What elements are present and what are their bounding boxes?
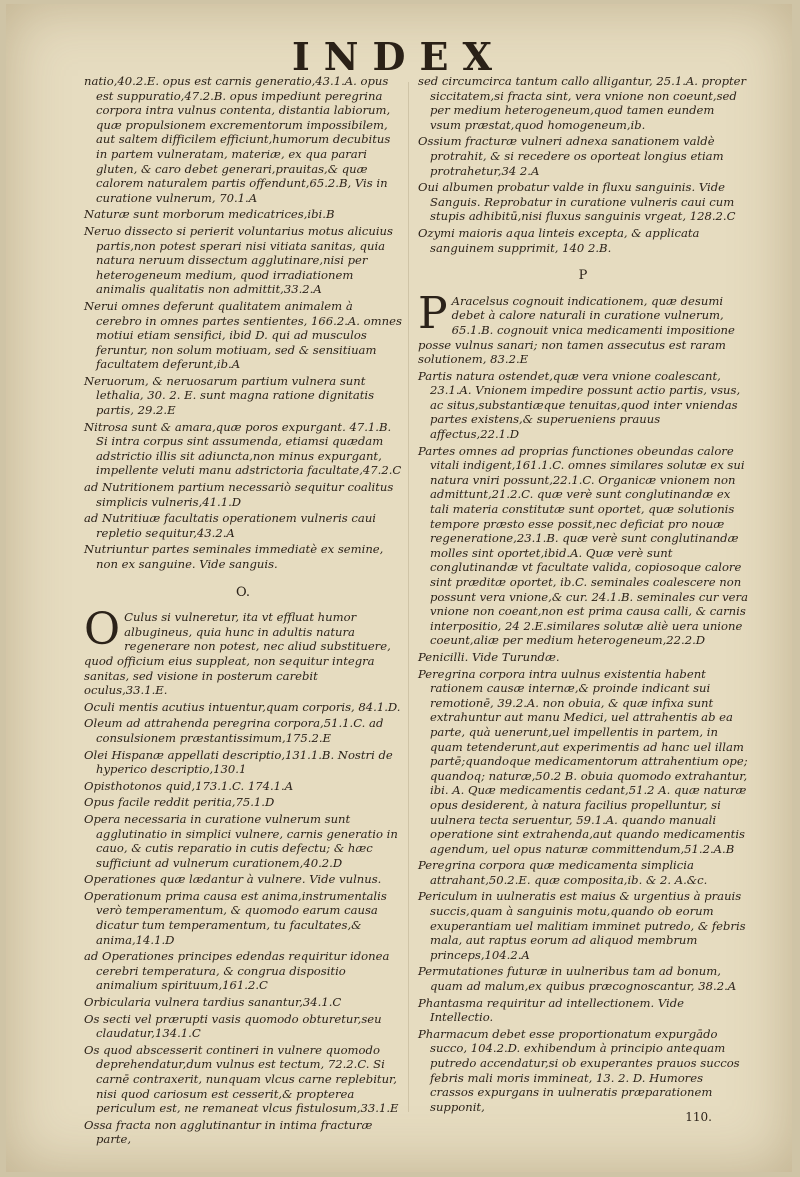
index-entry: Olei Hispanæ appellati descriptio,131.1.B. Nostri de hyperico descriptio,130.1: [84, 747, 393, 777]
index-entry: Neruo dissecto si perierit voluntarius motus alicuius partis,non potest sperari nisi vitiata sanitas, quia natura neruum dissectum agglutinare,nisi per heterogeneum medium, quod irradiationem animalis qualitatis non admittit,33.2.A: [84, 223, 393, 297]
entry-paracelsus: [418, 287, 748, 367]
entry-text: Aracelsus cognouit indicationem, quæ desumi debet à calore naturali in curatione vulnerum, 65.1.B. cognouit vnica medicamenti impositione posse vulnus sanari; non tamen assecutus est raram solutionem, 83.2.E: [418, 293, 735, 367]
index-entry: Nerui omnes deferunt qualitatem animalem à cerebro in omnes partes sentientes, 166.2.A. omnes motiui etiam sensifici, ibid D. qui ad musculos feruntur, non solum motiuam, sed & sensitiuam facultatem deferunt,ib.A: [84, 298, 402, 372]
page-title: INDEX: [292, 34, 506, 79]
index-page: [6, 4, 792, 1172]
section-letter-o: O.: [235, 584, 251, 600]
index-entry: Oui albumen probatur valde in fluxu sanguinis. Vide Sanguis. Reprobatur in curatione vulneris caui cum stupis adhibitū,nisi fluxus sanguinis vrgeat, 128.2.C: [418, 180, 736, 224]
index-entry: Os quod abscesserit contineri in vulnere quomodo deprehendatur,dum vulnus est tectum, 72.2.C. Si carnē contraxerit, nunquam vlcus carne replebitur, nisi quod cariosum est cesserit,& propterea periculum est, ne remaneat vlcus fistulosum,33.1.E: [84, 1042, 399, 1116]
index-entry: natio,40.2.E. opus est carnis generatio,43.1.A. opus est suppuratio,47.2.B. opus impediunt peregrina corpora intra vulnus contenta, distantia labiorum, quæ propulsionem excrementorum impossibilem, aut saltem difficilem efficiunt,humorum decubitus in partem vulneratam, materiæ, ex qua parari gluten, & caro debet generari,prauitas,& quæ calorem naturalem partis offendunt,65.2.B, Vis in curatione vulnerum, 70.1.A: [84, 74, 391, 205]
right-entries-o: [418, 74, 748, 255]
left-column: [84, 74, 402, 1149]
dropcap-p: P: [418, 287, 448, 339]
left-entries-o: [84, 700, 402, 1147]
index-entry: Naturæ sunt morborum medicatrices,ibi.B: [84, 207, 335, 222]
dropcap-o: O: [84, 604, 121, 656]
index-entry: Operationum prima causa est anima,instrumentalis verò temperamentum, & quomodo earum causa dicatur tum temperamentum, tu facultates,& anima,14.1.D: [84, 888, 387, 947]
entry-oculus: [84, 604, 402, 698]
entry-text: Culus si vulneretur, ita vt effluat humor albugineus, quia hunc in adultis natura regenerare non potest, nec aliud substituere, quod officium eius suppleat, non sequitur integra sanitas, sed visione in posterum carebit oculus,33.1.E.: [84, 610, 391, 698]
index-entry: ad Operationes principes edendas requiritur idonea cerebri temperatura, & congrua dispositio animalium spirituum,161.2.C: [84, 949, 390, 993]
index-entry: Orbicularia vulnera tardius sanantur,34.1.C: [84, 995, 342, 1010]
index-entry: Permutationes futuræ in uulneribus tam ad bonum, quam ad malum,ex quibus præcognoscantur, 38.2.A: [418, 964, 737, 994]
index-entry: ad Nutritionem partium necessariò sequitur coalitus simplicis vulneris,41.1.D: [84, 480, 394, 509]
index-entry: Opus facile reddit peritia,75.1.D: [84, 795, 275, 810]
index-entry: Nitrosa sunt & amara,quæ poros expurgant. 47.1.B. Si intra corpus sint assumenda, etiamsi quædam adstrictio illis sit adiuncta,non minus expurgant, impellente veluti manu adstrictoria facultate,47.2.C: [84, 419, 402, 478]
index-entry: ad Nutritiuæ facultatis operationem vulneris caui repletio sequitur,43.2.A: [84, 511, 376, 540]
index-entry: Periculum in uulneratis est maius & urgentius à prauis succis,quam à sanguinis motu,quando ob eorum exuperantiam uel malitiam imminet putredo, & febris mala, aut raptus eorum ad aliquod membrum princeps,104.2.A: [418, 889, 746, 962]
index-entry: Partes omnes ad proprias functiones obeundas calore vitali indigent,161.1.C. omnes similares solutæ ex sui natura vniri possunt,22.1.C. Organicæ vnionem non admittunt,21.2.C. quæ verè sunt conglutinandæ ex tali materia constitutæ sunt oportet, quæ solutionis tempore præsto esse possit,nec deficiat pro nouæ regeneratione,23.1.B. quæ verè sunt conglutinandæ molles sint oportet,ibid.A. Quæ verè sunt conglutinandæ vt facultate valida, copiosoque calore sint præditæ oportet, ib.C. seminales coalescere non possunt vera vnione,& cur. 24.1.B. seminales cur vera vnione non coeant,non est prima causa calli, & carnis interpositio, 24 2.E.similares solutæ aliè uera unione coeunt,aliæ per medium heterogeneum,22.2.D: [418, 443, 748, 648]
index-entry: Nutriuntur partes seminales immediatè ex semine, non ex sanguine. Vide sanguis.: [84, 542, 384, 571]
section-letter-p: P: [578, 268, 588, 284]
index-entry: Os secti vel prærupti vasis quomodo obturetur,seu claudatur,134.1.C: [84, 1011, 382, 1041]
index-entry: Oculi mentis acutius intuentur,quam corporis, 84.1.D.: [84, 699, 401, 714]
index-entry: Peregrina corpora quæ medicamenta simplicia attrahant,50.2.E. quæ composita,ib. & 2. A.&c.: [418, 858, 708, 887]
index-entry: Partis natura ostendet,quæ vera vnione coalescant, 23.1.A. Vnionem impedire possunt actio partis, vsus, ac situs,substantiæque tenuitas,quod inter vniendas partes existens,& superueniens prauus affectus,22.1.D: [418, 368, 741, 442]
column-gutter: [408, 82, 409, 1112]
right-entries-p: [418, 369, 748, 1115]
index-entry: Opera necessaria in curatione vulnerum sunt agglutinatio in simplici vulnere, carnis generatio in cauo, & cutis reparatio in cutis defectu; & hæc sufficiunt ad vulnerum curationem,40.2.D: [84, 811, 398, 870]
page-number: 110.: [685, 1110, 712, 1124]
left-entries-n: [84, 74, 402, 572]
index-entry: Ossa fracta non agglutinantur in intima fracturæ parte,: [84, 1117, 373, 1147]
index-entry: Opisthotonos quid,173.1.C. 174.1.A: [84, 778, 294, 793]
right-column: [418, 74, 748, 1116]
index-entry: Penicilli. Vide Turundæ.: [418, 649, 560, 664]
index-entry: Peregrina corpora intra uulnus existentia habent rationem causæ internæ,& proinde indicant sui remotionē, 39.2.A. non obuia, & quæ infixa sunt extrahuntur aut manu Medici, uel attrahentis ab ea parte, quà uenerunt,uel impellentis in partem, in quam tetenderunt,aut experimentis ad hanc uel illam partē;quandoque medicamentorum attrahentium ope; quandoq; naturæ,50.2 B. obuia quomodo extrahantur, ibi. A. Quæ medicamentis cedant,51.2 A. quæ naturæ opus desiderent, à natura facilius propelluntur, si uulnera tecta seruentur, 59.1.A. quando manuali operatione sint extrahenda,aut quando medicamentis agendum, uel opus naturæ committendum,51.2.A.B: [418, 666, 748, 856]
index-entry: Oleum ad attrahenda peregrina corpora,51.1.C. ad consulsionem præstantissimum,175.2.E: [84, 716, 384, 745]
index-entry: Phantasma requiritur ad intellectionem. Vide Intellectio.: [418, 995, 685, 1025]
index-entry: Ossium fracturæ vulneri adnexa sanationem valdè protrahit, & si recedere os oporteat longius etiam protrahetur,34 2.A: [418, 134, 724, 178]
index-entry: Ozymi maioris aqua linteis excepta, & applicata sanguinem supprimit, 140 2.B.: [418, 225, 700, 255]
index-entry: Pharmacum debet esse proportionatum expurgādo succo, 104.2.D. exhibendum à principio antequam putredo accendatur,si ob exuperantes prauos succos febris mali moris immineat, 13. 2. D. Humores crassos expurgans in uulneratis præparationem supponit,: [418, 1026, 740, 1114]
index-entry: Neruorum, & neruosarum partium vulnera sunt lethalia, 30. 2. E. sunt magna ratione dignitatis partis, 29.2.E: [84, 373, 375, 418]
index-entry: Operationes quæ lædantur à vulnere. Vide vulnus.: [84, 872, 382, 887]
index-entry: sed circumcirca tantum callo alligantur, 25.1.A. propter siccitatem,si fracta sint, vera vnione non coeunt,sed per medium heterogeneum,quod tamen eundem vsum præstat,quod homogeneum,ib.: [418, 74, 747, 132]
